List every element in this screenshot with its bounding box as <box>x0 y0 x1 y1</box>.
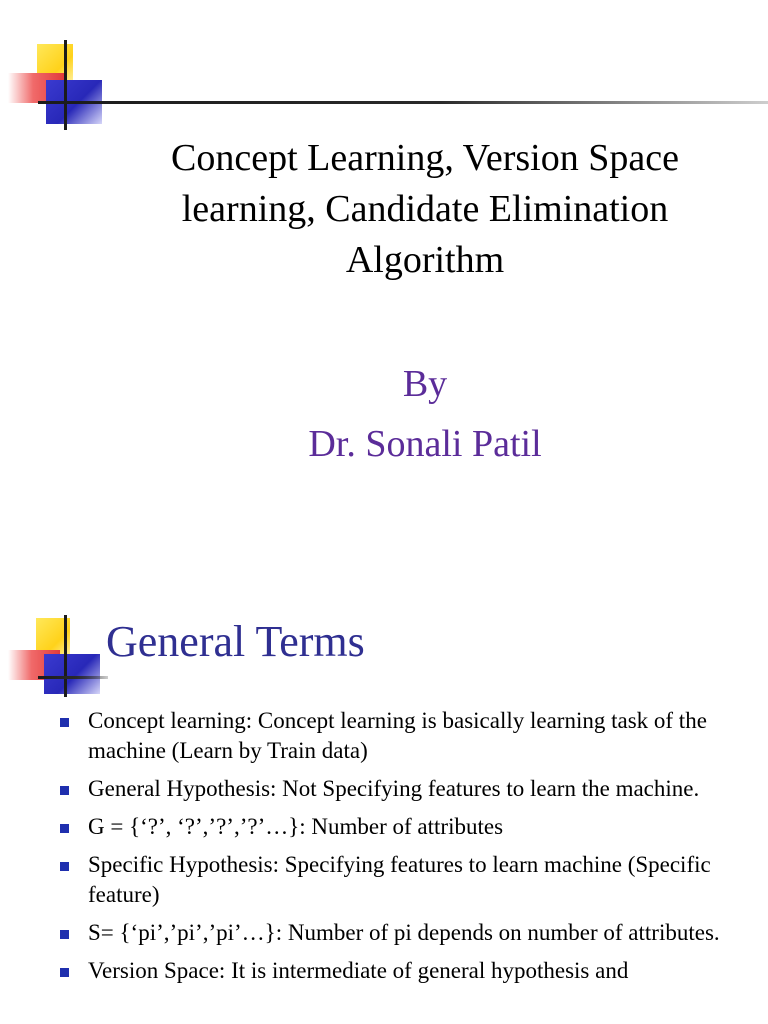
slide-logo-icon <box>0 0 110 110</box>
list-item <box>55 850 755 910</box>
list-item <box>55 956 755 986</box>
list-item-text: G = {‘?’, ‘?’,’?’,’?’…}: Number of attributes <box>88 814 504 839</box>
list-item <box>55 706 755 766</box>
title-line: learning, Candidate Elimination <box>181 188 669 230</box>
bullet-square-icon <box>60 930 69 939</box>
heading-rule <box>38 676 108 679</box>
author-name: Dr. Sonali Patil <box>308 423 542 465</box>
list-item <box>55 774 755 804</box>
by-label: By <box>402 363 448 405</box>
list-item-text: Concept learning: Concept learning is basically learning task of the machine (Learn by Train data) <box>88 708 707 763</box>
list-item-text: General Hypothesis: Not Specifying features to learn the machine. <box>88 776 700 801</box>
general-terms-slide <box>0 560 768 1024</box>
title-line: Concept Learning, Version Space <box>171 137 679 179</box>
title-line: Algorithm <box>345 239 505 281</box>
bullet-square-icon <box>60 786 69 795</box>
title-rule <box>38 101 768 104</box>
presentation-title <box>90 133 760 286</box>
terms-list <box>55 706 755 994</box>
list-item-text: Specific Hypothesis: Specifying features to learn machine (Specific feature) <box>88 852 711 907</box>
list-item-text: Version Space: It is intermediate of general hypothesis and <box>88 958 629 983</box>
bullet-square-icon <box>60 968 69 977</box>
bullet-square-icon <box>60 862 69 871</box>
slide-logo-icon <box>0 560 110 670</box>
list-item <box>55 918 755 948</box>
list-item-text: S= {‘pi’,’pi’,’pi’…}: Number of pi depends on number of attributes. <box>88 920 720 945</box>
list-item <box>55 812 755 842</box>
bullet-square-icon <box>60 824 69 833</box>
slide-heading: General Terms <box>106 617 365 666</box>
bullet-square-icon <box>60 718 69 727</box>
